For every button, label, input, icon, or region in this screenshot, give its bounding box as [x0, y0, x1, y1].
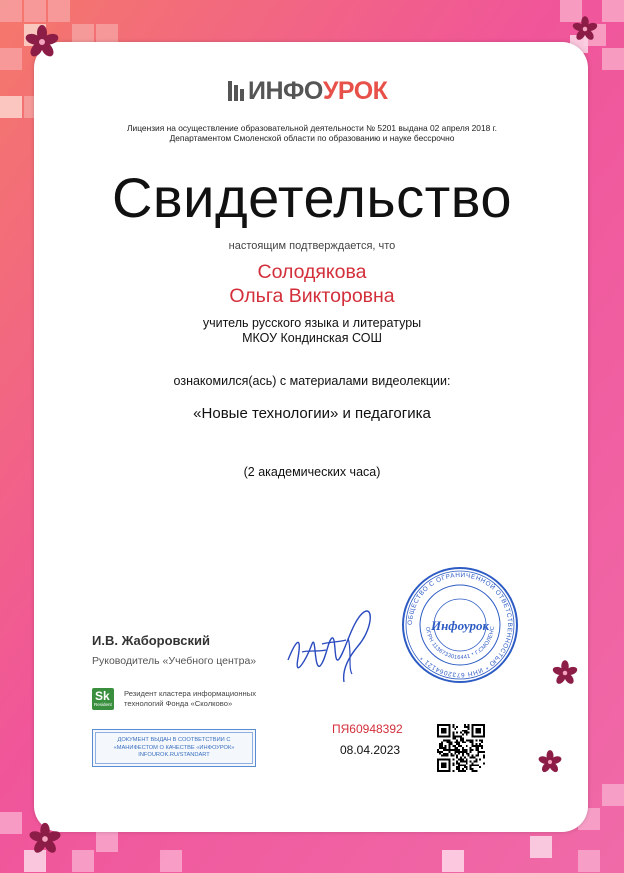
logo-bars-icon	[228, 79, 246, 103]
flower-icon	[570, 14, 600, 44]
certificate-title: Свидетельство	[111, 166, 512, 229]
flower-icon	[26, 820, 64, 858]
manifest-line: INFOUROK.RU/STANDART	[138, 752, 210, 759]
stamp-ring-text: ОБЩЕСТВО С ОГРАНИЧЕННОЙ ОТВЕТСТВЕННОСТЬЮ * ИНН 6732064121 *	[406, 571, 514, 679]
reviewed-text: ознакомился(ась) с материалами видеолекции:	[173, 374, 451, 388]
license-line: Департаментом Смоленской области по образованию и науке бессрочно	[169, 133, 455, 143]
license-line: Лицензия на осуществление образовательной деятельности № 5201 выдана 02 апреля 2018 г.	[127, 123, 497, 133]
course-title: «Новые технологии» и педагогика	[193, 405, 431, 422]
signature-image	[282, 600, 382, 695]
skolkovo-logo	[92, 688, 114, 710]
resident-line: технологий Фонда «Сколково»	[124, 699, 233, 708]
confirm-text: настоящим подтверждается, что	[228, 240, 396, 252]
logo-text-part2: УРОК	[322, 77, 388, 105]
logo-text-part1: ИНФО	[248, 77, 323, 105]
recipient-organization: МКОУ Кондинская СОШ	[242, 331, 382, 345]
recipient-first-middle-name: Ольга Викторовна	[229, 285, 395, 307]
company-stamp	[400, 565, 520, 685]
document-date: 08.04.2023	[340, 743, 401, 757]
infourok-logo	[228, 77, 387, 105]
skolkovo-badge: Sk	[95, 689, 110, 703]
recipient-position: учитель русского языка и литературы	[202, 316, 422, 330]
manifest-box	[92, 729, 256, 767]
course-hours: (2 академических часа)	[243, 465, 381, 479]
skolkovo-resident-text	[124, 689, 256, 709]
flower-icon	[22, 22, 62, 62]
signer-name: И.В. Жаборовский	[92, 633, 210, 648]
stamp-inner-text: ОГРН 1136733016441 * Г.СМОЛЕНС	[423, 625, 497, 662]
resident-line: Резидент кластера информационных	[124, 689, 257, 698]
license-text	[0, 123, 624, 143]
flower-icon	[536, 748, 564, 776]
signer-role: Руководитель «Учебного центра»	[92, 655, 257, 667]
flower-icon	[550, 658, 580, 688]
skolkovo-badge-sub: Resident	[94, 702, 112, 707]
stamp-center-text: Инфоурок	[430, 618, 490, 633]
qr-code-icon[interactable]	[437, 724, 485, 772]
document-id: ПЯ60948392	[332, 722, 403, 736]
certificate-card	[34, 42, 588, 832]
manifest-line: «МАНИФЕСТОМ О КАЧЕСТВЕ «ИНФОУРОК»	[113, 744, 235, 751]
recipient-last-name: Солодякова	[257, 261, 367, 283]
manifest-line: ДОКУМЕНТ ВЫДАН В СООТВЕТСТВИИ С	[117, 737, 231, 743]
